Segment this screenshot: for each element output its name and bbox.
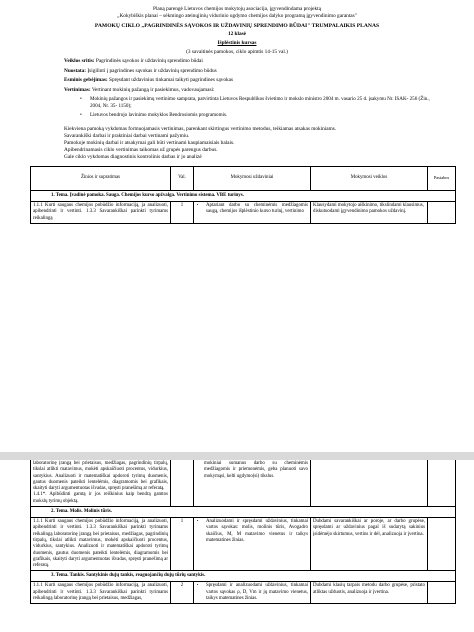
field-assessment: [64, 87, 454, 94]
hours-cell: 2: [171, 582, 194, 604]
field-value: Vertinant mokinių pažangą ir pasiekimus, vadovaujamasi:: [90, 86, 215, 93]
tasks-cell: mokiniai sumanus darbo su cheminėmis medžiagomis ir priemonėmis, geba planuoti savo mokymąsi, kelti ugdymo(si) tikslus.: [194, 460, 311, 507]
notes-cell: [428, 582, 456, 604]
column-header: Val.: [171, 167, 194, 191]
grade: 12 klasė: [227, 31, 247, 37]
activities-cell: Dubdami klasių tarpais metodu darbo grupėse, pristato atliktas užduotis, analizuoja ir įvertina.: [311, 582, 428, 604]
paragraph-line: Gale ciklo vykdomas diagnostinis kontrolinis darbas ir jo analizė: [64, 154, 202, 161]
field-ability: [64, 77, 454, 84]
column-header: Mokymosi uždaviniai: [194, 167, 311, 191]
document-page-2: [0, 460, 474, 632]
activities-cell: Dubdami savarankiškai ar poroje, ar darbo grupėse, spręsdami ar uždavinius pagal iš sudarytą sakinius įsidėmėjo skirtumus, vertins ir dėl, analizuoja ir įvertina.: [311, 518, 428, 571]
topic-row: [31, 191, 456, 202]
field-attitude: [64, 68, 454, 75]
paragraph-line: Savarankiški darbai ir praktiniai darbai vertinami pažymiu.: [64, 133, 190, 140]
paragraph-line: Kiekviena pamoką vykdomas formuojamasis vertinimas, parenkant skirtingus vertinimo metodus, teikiamas atsakas mokiniams.: [64, 126, 337, 132]
tasks-cell: [194, 582, 311, 604]
table-header-row: [31, 167, 456, 191]
knowledge-text: 1.4.1*. Apibūdinti gamtą ir jos reiškinius kaip bendrą gamtos mokslų tyrimų objektą.: [33, 492, 168, 504]
field-value: Spręsdant uždavinius tinkamai taikyti pagrindines sąvokas: [107, 77, 234, 83]
task-item: • Analizuodami ir spręsdami uždavinius, tinkamai vartos sąvokas: molis, molinis tūris, Avogadro skaičius, M, M matavimo vienetus ir taikys matematines žinias.: [206, 519, 308, 544]
field-label: Vertinimas:: [64, 86, 91, 93]
notes-cell: [428, 202, 456, 224]
knowledge-cell: 1.1.1 Kurti saugaus chemijos pobūdžio informaciją, ja analizuoti, apibendrinti ir vertinti. 1.3.3 Savarankiškai parinkti tyrimams reikalingą laboratorinę įrangą bei prietaisus, medžiagas,: [31, 582, 171, 604]
course-level: Išplėstinis kursas: [217, 40, 257, 46]
activities-cell: Klausydami mokytojo aiškinimo, tikslindami klausimus, diskutuodami įgyvendinimo pamokos uždavinį.: [311, 202, 428, 224]
topic-row: [31, 507, 456, 518]
field-value: Pagrindinės sąvokos ir uždavinių sprendimo būdai: [94, 58, 203, 64]
table-row: [31, 518, 456, 571]
knowledge-cell: 1.1.1 Kurti saugaus chemijos pobūdžio informaciją, ja analizuoti, apibendrinti ir vertinti. 1.3.3 Savarankiškai parinkti tyrimams reikalingą laboratorinę įrangą bei prietaisus, medžiagas, pagrindinių tirpalų, tikslai atlikti matavimus, mokėti apskaičiuoti procentus, vidurkius, santykius. Analizuoti ir matematiškai apdoroti tyrimų duomenis, gautus duomenis pateikti lentelėmis, diagramomis bei grafikais, skaityti daryti argumentuotas išvadas, spręsti pranešimą ar referatą.: [31, 518, 171, 571]
knowledge-cell: 1.1.1 Kurti saugaus chemijos pobūdžio informaciją, ja analizuoti, apibendrinti ir vertinti. 1.3.3 Savarankiškai parinkti tyrimams reikalingą: [31, 202, 171, 224]
page-separator: [0, 452, 474, 460]
topic-title: 3. Tema. Tankis. Santykinis dujų tankis, reaguojančių dujų tūrių santykis.: [31, 571, 456, 582]
topic-title: 1. Tema. Įvadinė pamoka. Sauga. Chemijos kurso apžvalga. Vertinimo sistema. VBE turinys.: [31, 191, 456, 202]
column-header: Pastabos: [428, 167, 456, 191]
field-value: Įsigilinti į pagrindines sąvokas ir uždavinių sprendimo būdus: [86, 67, 217, 74]
table-row: [31, 582, 456, 604]
notes-cell: [428, 460, 456, 507]
field-label: Esminis gebėjimas:: [64, 77, 108, 83]
plan-title: PAMOKŲ CIKLO „PAGRINDINĖS SĄVOKOS IR UŽDAVINIŲ SPRENDIMO BŪDAI" TRUMPALAIKIS PLANAS: [94, 23, 380, 29]
topic-title: 2. Tema. Molis. Molinis tūris.: [31, 507, 456, 518]
hours-cell: 1: [171, 518, 194, 571]
table-row: [31, 460, 456, 507]
task-item: • Aptariant darbo su cheminėmis medžiagomis saugą, chemijos išplėstinio kurso turinį, vertinimo: [206, 203, 308, 216]
table-row: [31, 202, 456, 224]
activities-cell: [311, 460, 428, 507]
knowledge-cell: [31, 460, 171, 507]
list-item: • Mokinių pažangos ir pasiekimų vertinimo samprata, patvirtinta Lietuvos Respublikos švietimo ir mokslo ministro 2004 m. vasario 25 d. įsakymu Nr. ISAK- 256 (Žin., 2004, Nr. 35- 1150);: [64, 96, 434, 110]
knowledge-text: laboratorinę įrangą bei prietaisus, medžiagas, pagrindinių tirpalų, tikslai atlikti matavimus, mokėti apskaičiuoti procentus, vidurkius, santykius. Analizuoti ir matematiškai apdoroti tyrimų duomenis, gautus duomenis pateikti lentelėmis, diagramomis bei grafikais, skaityti daryti argumentuotas išvadas, spręsti pranešimą ar referatą.: [33, 461, 168, 492]
notes-cell: [428, 518, 456, 571]
tasks-cell: [194, 202, 311, 224]
list-item: • Lietuvos bendrojo lavinimo mokyklos Bendrosiomis programomis.: [64, 112, 434, 119]
field-label: Nuostata:: [64, 67, 87, 74]
course-hours: (3 savaitinės pamokos, ciklo apimtis 14-15 val.): [186, 48, 288, 55]
tasks-cell: [194, 518, 311, 571]
plan-table-continued: [30, 460, 456, 604]
paragraph-line: Pamokoje mokinių darbai ir atsakymai gali būti vertinami kaupiamaisiais balais.: [64, 140, 235, 147]
header-line-1: Planą parengė Lietuvos chemijos mokytojų asociacija, įgyvendindama projektą: [153, 6, 321, 12]
header-line-2: „Kokybiškis planai – sėkmingo ateinųjinių vidurinio ugdymo chemijos dalyko programą įgyvendinimo garantas": [117, 12, 357, 19]
assessment-paragraph: [64, 126, 454, 161]
plan-table: [30, 166, 456, 224]
paragraph-line: Apibendrinamasis ciklo vertinimas taikomas už grupės parengus darbus.: [64, 147, 218, 154]
field-area: [64, 58, 454, 65]
field-label: Veiklos sritis:: [64, 58, 95, 64]
topic-row: [31, 571, 456, 582]
assessment-list: [64, 96, 434, 118]
hours-cell: 1: [171, 202, 194, 224]
column-header: Mokymosi veiklos: [311, 167, 428, 191]
hours-cell: [171, 460, 194, 507]
task-item: • Spręsdami ir analizuodami uždavinius, tinkamai vartos sąvokas ρ, D, Vm ir jų matavimo vienetus, taikys matematines žinias.: [206, 583, 308, 602]
column-header: Žinios ir supratimas: [31, 167, 171, 191]
